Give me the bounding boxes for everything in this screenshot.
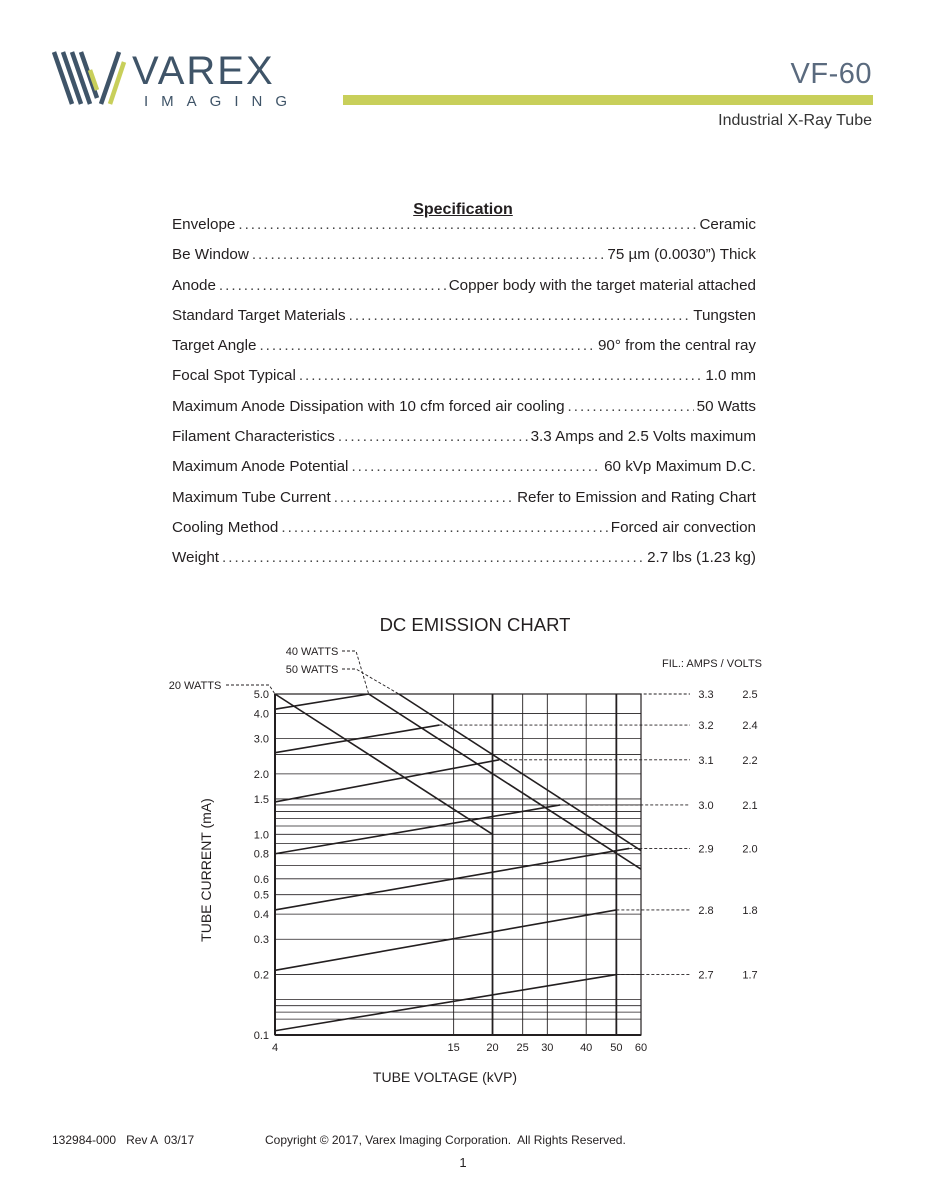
spec-label: Cooling Method (172, 518, 279, 536)
rating-label-leader (342, 669, 399, 694)
legend-header: FIL.: AMPS / VOLTS (661, 658, 763, 670)
dot-leader (252, 244, 605, 266)
legend-amps: 2.7 (698, 969, 714, 982)
spec-label: Focal Spot Typical (172, 367, 296, 385)
y-tick-label: 0.4 (253, 909, 269, 922)
x-tick-label: 30 (541, 1042, 554, 1054)
spec-value: Copper body with the target material attached (448, 276, 756, 294)
x-tick-label: 20 (486, 1042, 499, 1054)
rating-lines (169, 646, 641, 869)
spec-row (172, 214, 756, 244)
spec-value: Ceramic (699, 216, 756, 233)
varex-logo (52, 48, 332, 110)
model-title: VF-60 (790, 58, 872, 90)
legend-volts: 2.2 (742, 754, 758, 767)
y-tick-label: 0.3 (253, 934, 269, 947)
doc-number: 132984-000 Rev A 03/17 (52, 1133, 195, 1147)
y-tick-label: 1.0 (253, 829, 269, 842)
dot-leader (222, 547, 644, 569)
x-tick-label: 4 (271, 1042, 279, 1054)
legend-volts: 2.5 (742, 689, 758, 701)
legend-volts: 2.1 (742, 799, 758, 812)
legend-amps: 2.8 (698, 904, 714, 917)
spec-label: Anode (172, 276, 216, 294)
chart-title: DC EMISSION CHART (379, 614, 571, 635)
legend-volts: 2.0 (742, 843, 758, 856)
x-axis-label: TUBE VOLTAGE (kVP) (372, 1069, 518, 1085)
emission-line-3-3 (275, 694, 369, 709)
x-tick-labels (272, 1042, 647, 1054)
spec-row (172, 275, 756, 305)
spec-label: Maximum Anode Potential (172, 458, 349, 476)
spec-label: Target Angle (172, 337, 257, 355)
spec-label: Weight (172, 549, 219, 567)
legend-amps: 2.9 (698, 843, 714, 856)
legend-volts: 1.8 (742, 904, 758, 917)
spec-label: Envelope (172, 216, 236, 233)
dot-leader (568, 396, 694, 418)
legend-amps: 3.1 (698, 754, 714, 767)
spec-row (172, 244, 756, 274)
dot-leader (338, 426, 528, 448)
legend-amps: 3.3 (698, 689, 714, 701)
legend-amps: 3.0 (698, 799, 714, 812)
rating-label-leader (342, 651, 369, 694)
rating-label: 40 WATTS (285, 646, 339, 658)
dot-leader (281, 517, 607, 539)
y-tick-label: 4.0 (253, 708, 269, 721)
spec-value: 3.3 Amps and 2.5 Volts maximum (530, 428, 756, 446)
legend-amps: 3.2 (698, 720, 714, 733)
x-tick-label: 50 (610, 1042, 623, 1054)
y-tick-label: 3.0 (253, 733, 269, 746)
dot-leader (334, 487, 514, 509)
y-tick-label: 0.2 (253, 969, 269, 982)
rating-line-20-watts (275, 694, 493, 834)
y-tick-label: 1.5 (253, 793, 269, 806)
spec-row (172, 426, 756, 456)
spec-value: Forced air convection (610, 518, 756, 536)
spec-label: Standard Target Materials (172, 306, 346, 324)
spec-value: 1.0 mm (705, 367, 756, 385)
y-tick-label: 5.0 (253, 689, 269, 701)
spec-table (172, 214, 756, 578)
emission-line-2-7 (275, 975, 616, 1031)
y-tick-label: 2.0 (253, 768, 269, 781)
spec-row (172, 335, 756, 365)
dot-leader (238, 214, 696, 236)
spec-row (172, 547, 756, 577)
spec-title: Specification (413, 201, 513, 218)
spec-value: 90° from the central ray (597, 337, 756, 355)
x-tick-label: 15 (447, 1042, 460, 1054)
brand-subname: IMAGING (144, 93, 301, 110)
spec-value: Tungsten (693, 306, 756, 324)
spec-label: Filament Characteristics (172, 428, 335, 446)
spec-value: 50 Watts (696, 397, 756, 415)
copyright: Copyright © 2017, Varex Imaging Corporation. All Rights Reserved. (265, 1133, 626, 1147)
dot-leader (299, 365, 703, 387)
spec-value: 2.7 lbs (1.23 kg) (647, 549, 756, 567)
spec-label: Be Window (172, 246, 249, 264)
y-tick-label: 0.6 (253, 873, 269, 886)
spec-row (172, 456, 756, 486)
varex-logo-mark (54, 52, 124, 104)
y-tick-labels (254, 689, 269, 1042)
spec-row (172, 365, 756, 395)
product-subtitle: Industrial X-Ray Tube (718, 112, 872, 129)
dot-leader (219, 275, 446, 297)
dc-emission-chart (0, 605, 926, 1105)
spec-value: 75 µm (0.0030”) Thick (607, 246, 756, 264)
spec-value: Refer to Emission and Rating Chart (517, 488, 756, 506)
emission-line-2-8 (275, 910, 616, 970)
spec-row (172, 487, 756, 517)
page-number: 1 (459, 1155, 467, 1170)
dot-leader (259, 335, 595, 357)
legend-volts: 1.7 (742, 969, 758, 982)
y-tick-label: 0.5 (253, 889, 269, 902)
chart-grid (275, 694, 641, 1035)
spec-row (172, 305, 756, 335)
emission-line-3-0 (275, 805, 560, 854)
spec-value: 60 kVp Maximum D.C. (604, 458, 756, 476)
spec-row (172, 517, 756, 547)
rating-label: 50 WATTS (285, 664, 339, 676)
x-tick-label: 60 (634, 1042, 648, 1054)
x-tick-label: 25 (516, 1042, 529, 1054)
legend-volts: 2.4 (742, 720, 758, 733)
spec-label: Maximum Tube Current (172, 488, 331, 506)
brand-band (343, 95, 873, 105)
y-tick-label: 0.1 (253, 1030, 269, 1042)
brand-name: VAREX (132, 49, 275, 93)
spec-row (172, 396, 756, 426)
x-tick-label: 40 (580, 1042, 593, 1054)
dot-leader (349, 305, 691, 327)
dot-leader (351, 456, 601, 478)
filament-legend (369, 689, 758, 982)
y-tick-label: 0.8 (253, 848, 269, 861)
emission-lines (275, 694, 629, 1031)
y-axis-label: TUBE CURRENT (mA) (198, 798, 214, 942)
rating-label: 20 WATTS (168, 680, 222, 692)
spec-label: Maximum Anode Dissipation with 10 cfm forced air cooling (172, 397, 565, 415)
